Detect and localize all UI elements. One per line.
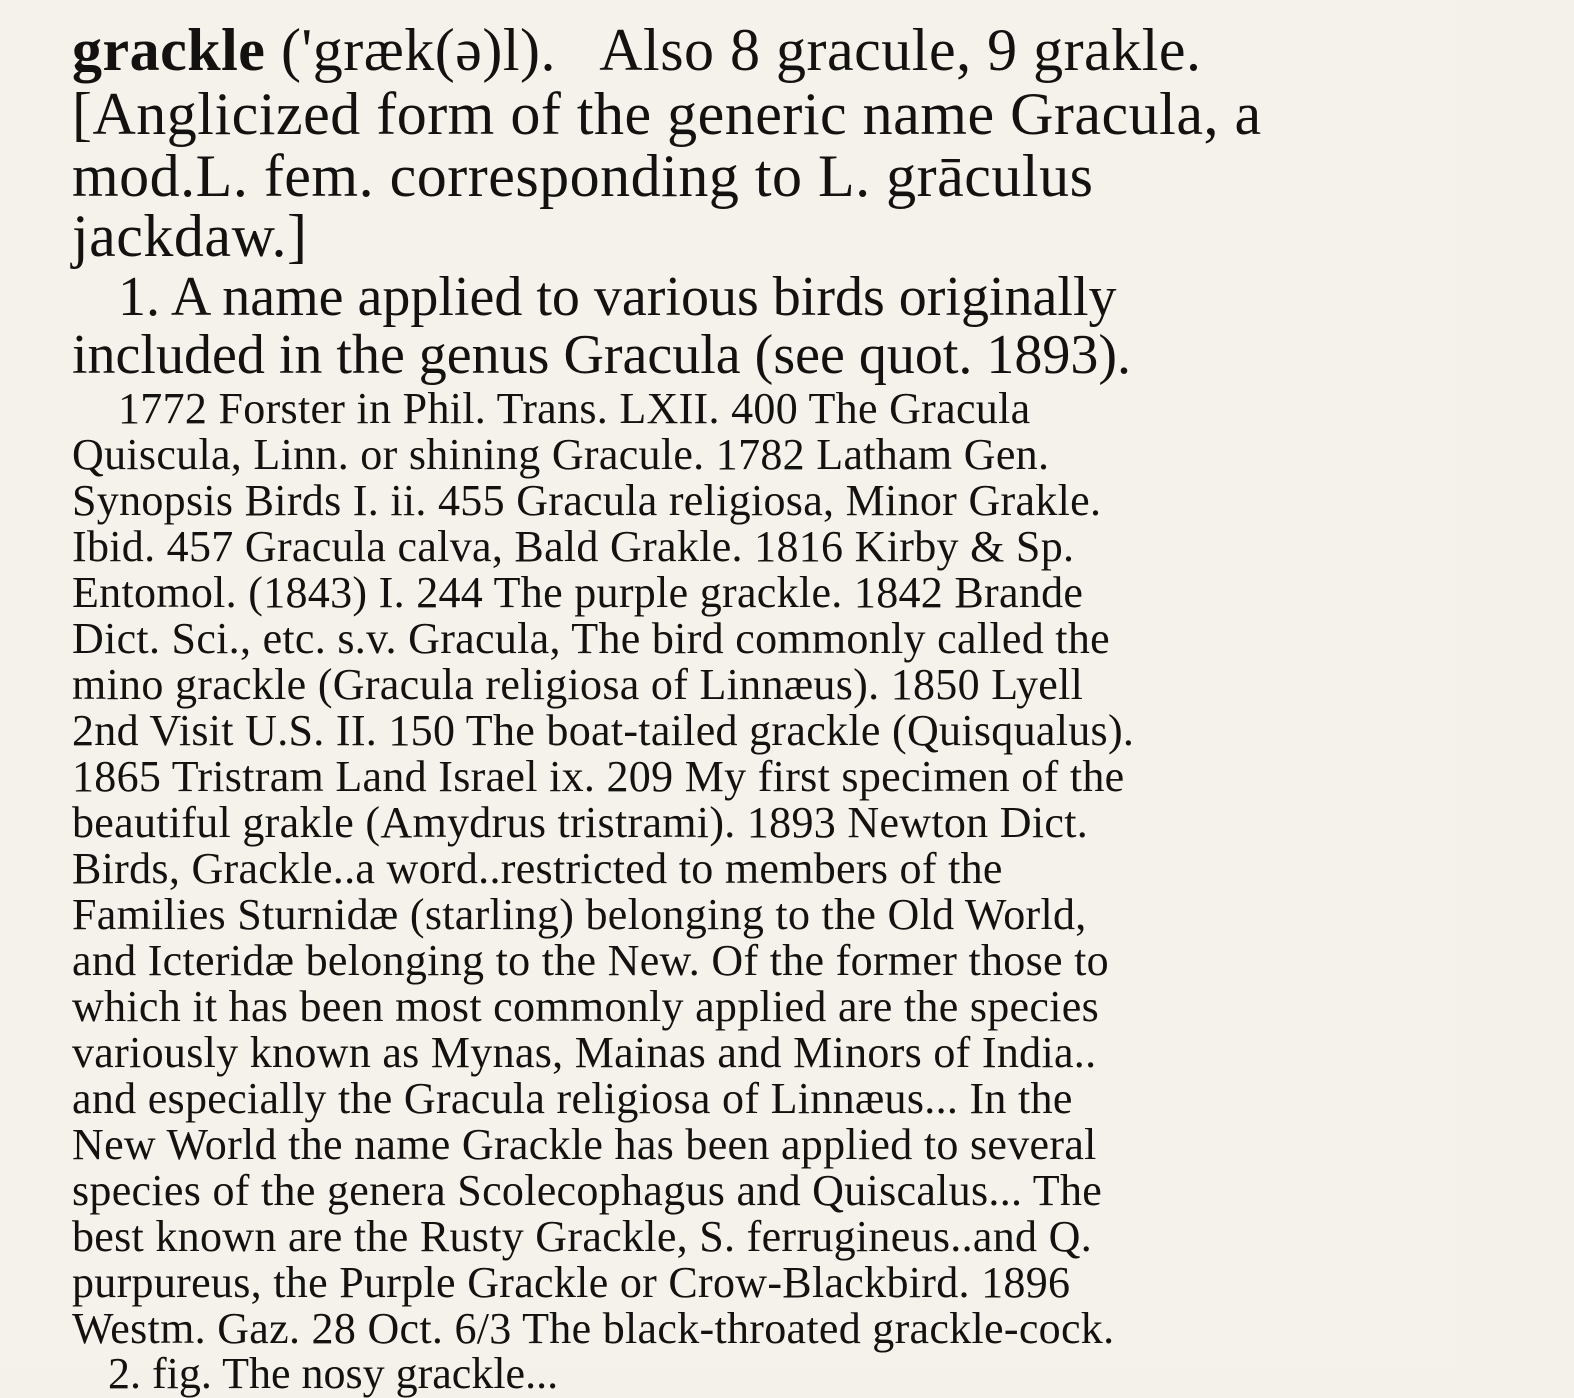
- quotation-line: purpureus, the Purple Grackle or Crow-Blackbird. 1896: [72, 1258, 1071, 1307]
- sense-line: 1. A name applied to various birds originally: [118, 266, 1117, 328]
- etymology-line: mod.L. fem. corresponding to L. grāculus: [72, 143, 1094, 209]
- etymology-line: [Anglicized form of the generic name Gracula, a: [72, 81, 1262, 147]
- quotation-line: beautiful grakle (Amydrus tristrami). 1893 Newton Dict.: [72, 798, 1089, 847]
- cut-off-text: 2. fig. The nosy grackle...: [108, 1349, 559, 1398]
- headword-line: [72, 17, 1528, 83]
- quotation-line: Quiscula, Linn. or shining Gracule. 1782 Latham Gen.: [72, 430, 1050, 479]
- sense-line: included in the genus Gracula (see quot. 1893).: [72, 324, 1132, 386]
- pronunciation: ('græk(ə)l).: [280, 17, 556, 83]
- quotation-line: mino grackle (Gracula religiosa of Linnæus). 1850 Lyell: [72, 660, 1084, 709]
- quotation-line: best known are the Rusty Grackle, S. ferrugineus..and Q.: [72, 1212, 1092, 1261]
- quotation-line: 1772 Forster in Phil. Trans. LXII. 400 The Gracula: [118, 384, 1031, 433]
- quotation-line: Westm. Gaz. 28 Oct. 6/3 The black-throated grackle-cock.: [72, 1304, 1115, 1353]
- quotation-line: variously known as Mynas, Mainas and Minors of India..: [72, 1028, 1097, 1077]
- quotation-line: which it has been most commonly applied are the species: [72, 982, 1099, 1031]
- headword: grackle: [72, 17, 266, 83]
- quotation-line: 2nd Visit U.S. II. 150 The boat-tailed grackle (Quisqualus).: [72, 706, 1135, 755]
- quotation-line: species of the genera Scolecophagus and Quiscalus... The: [72, 1166, 1103, 1215]
- quotation-line: Ibid. 457 Gracula calva, Bald Grakle. 1816 Kirby & Sp.: [72, 522, 1075, 571]
- cut-off-line: [108, 1349, 1348, 1398]
- quotation-line: Synopsis Birds I. ii. 455 Gracula religiosa, Minor Grakle.: [72, 476, 1102, 525]
- quotation-line: and especially the Gracula religiosa of Linnæus... In the: [72, 1074, 1073, 1123]
- variant-forms: Also 8 gracule, 9 grakle.: [599, 17, 1202, 83]
- quotation-line: Entomol. (1843) I. 244 The purple grackle. 1842 Brande: [72, 568, 1084, 617]
- quotation-line: Dict. Sci., etc. s.v. Gracula, The bird commonly called the: [72, 614, 1110, 663]
- quotation-line: 1865 Tristram Land Israel ix. 209 My first specimen of the: [72, 752, 1125, 801]
- quotation-line: New World the name Grackle has been applied to several: [72, 1120, 1097, 1169]
- quotation-line: Families Sturnidæ (starling) belonging to the Old World,: [72, 890, 1087, 939]
- quotation-line: and Icteridæ belonging to the New. Of the former those to: [72, 936, 1109, 985]
- etymology-line: jackdaw.]: [72, 203, 308, 269]
- quotation-line: Birds, Grackle..a word..restricted to members of the: [72, 844, 1003, 893]
